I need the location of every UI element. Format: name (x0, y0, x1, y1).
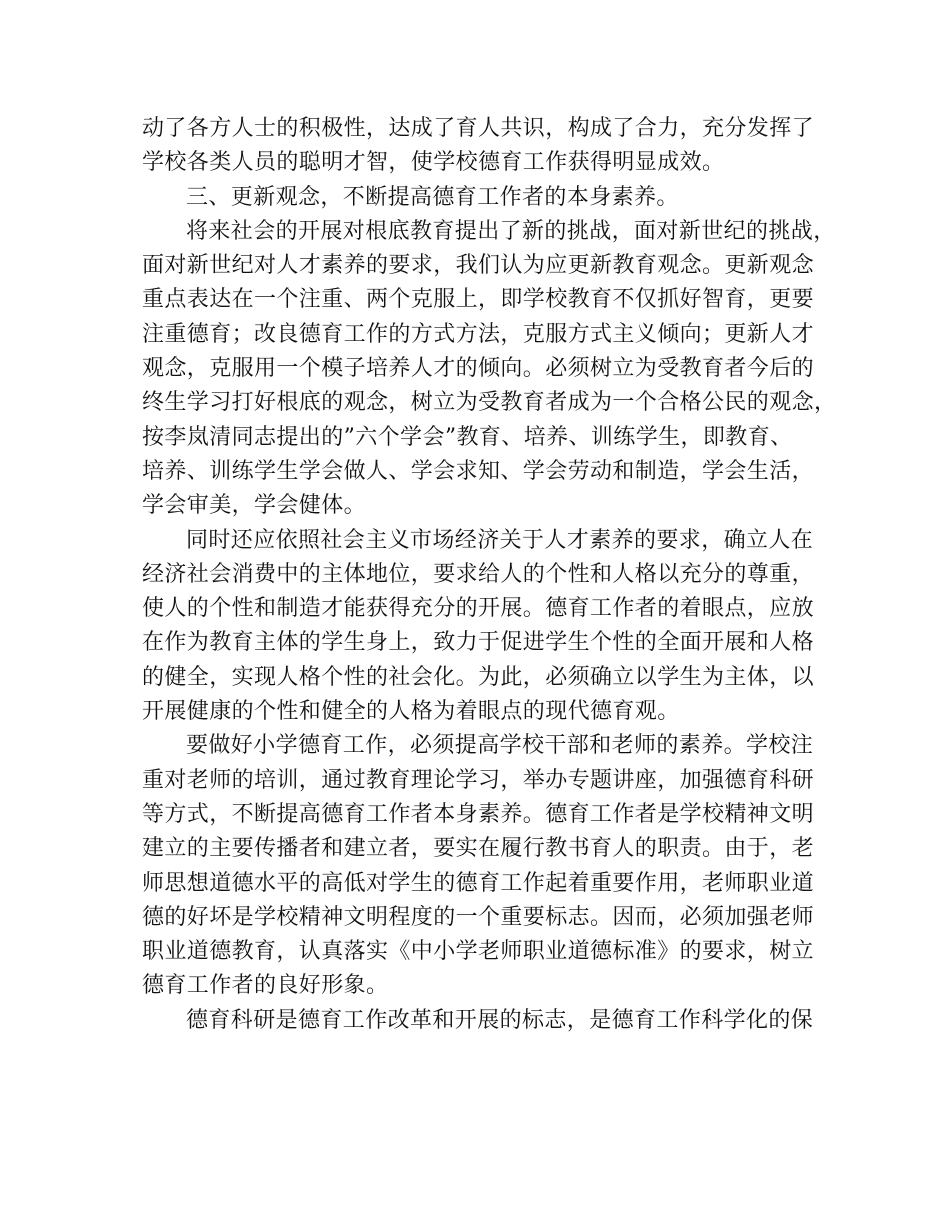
text-line: 注重德育；改良德育工作的方式方法，克服方式主义倾向；更新人才 (142, 321, 815, 347)
text-line: 师思想道德水平的高低对学生的德育工作起着重要作用，老师职业道 (142, 870, 815, 896)
text-line: 学校各类人员的聪明才智，使学校德育工作获得明显成效。 (142, 150, 725, 176)
text-line: 开展健康的个性和健全的人格为着眼点的现代德育观。 (142, 699, 680, 725)
text-line: 使人的个性和制造才能获得充分的开展。德育工作者的着眼点，应放 (142, 596, 815, 622)
text-line: 要做好小学德育工作，必须提高学校干部和老师的素养。学校注 (186, 733, 814, 759)
text-line: 德育工作者的良好形象。 (142, 973, 389, 999)
text-line: 同时还应依照社会主义市场经济关于人才素养的要求，确立人在 (186, 527, 814, 553)
text-line: 学会审美，学会健体。 (142, 493, 367, 519)
text-line: 德育科研是德育工作改革和开展的标志，是德育工作科学化的保 (186, 1007, 814, 1033)
text-line: 经济社会消费中的主体地位，要求给人的个性和人格以充分的尊重， (142, 561, 815, 587)
text-line: 等方式，不断提高德育工作者本身素养。德育工作者是学校精神文明 (142, 801, 815, 827)
document-body (142, 112, 837, 1038)
text-line: 动了各方人士的积极性，达成了育人共识，构成了合力，充分发挥了 (142, 116, 815, 141)
text-line: 按李岚清同志提出的”六个学会”教育、培养、训练学生，即教育、 (142, 424, 793, 450)
text-line: 建立的主要传播者和建立者，要实在履行教书育人的职责。由于，老 (142, 836, 815, 862)
text-line: 培养、训练学生学会做人、学会求知、学会劳动和制造，学会生活， (142, 458, 815, 484)
text-line: 重对老师的培训，通过教育理论学习，举办专题讲座，加强德育科研 (142, 767, 815, 793)
text-line: 终生学习打好根底的观念，树立为受教育者成为一个合格公民的观念， (142, 390, 837, 416)
text-line: 将来社会的开展对根底教育提出了新的挑战，面对新世纪的挑战， (186, 218, 836, 244)
text-line: 面对新世纪对人才素养的要求，我们认为应更新教育观念。更新观念 (142, 253, 815, 279)
text-line: 职业道德教育，认真落实《中小学老师职业道德标准》的要求，树立 (142, 939, 815, 965)
text-line: 观念，克服用一个模子培养人才的倾向。必须树立为受教育者今后的 (142, 356, 815, 382)
text-line: 重点表达在一个注重、两个克服上，即学校教育不仅抓好智育，更要 (142, 287, 815, 313)
text-line: 德的好坏是学校精神文明程度的一个重要标志。因而，必须加强老师 (142, 904, 815, 930)
text-line: 的健全，实现人格个性的社会化。为此，必须确立以学生为主体，以 (142, 664, 815, 690)
text-line: 在作为教育主体的学生身上，致力于促进学生个性的全面开展和人格 (142, 630, 815, 656)
text-line: 三、更新观念，不断提高德育工作者的本身素养。 (186, 184, 679, 210)
